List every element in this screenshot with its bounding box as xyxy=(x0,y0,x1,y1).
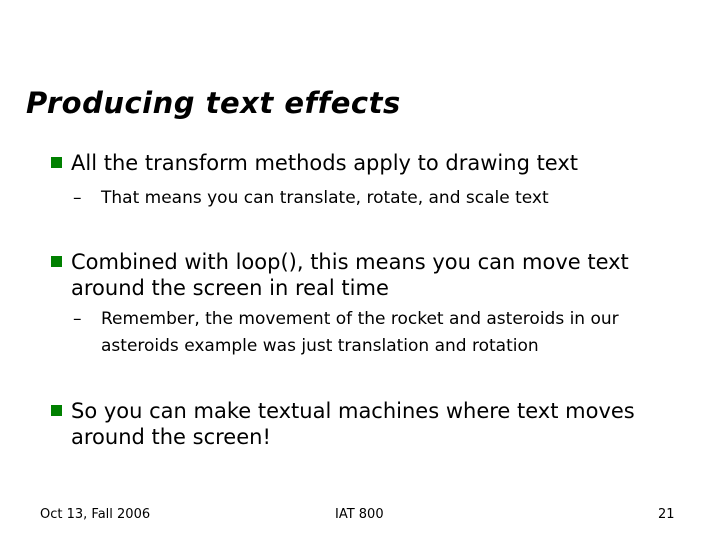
bullet-item-1 xyxy=(51,150,681,176)
bullet-text: All the transform methods apply to drawing text xyxy=(71,151,579,175)
slide-title: Producing text effects xyxy=(26,86,401,120)
bullet-item-3 xyxy=(51,398,671,450)
sub-bullet-text: That means you can translate, rotate, and scale text xyxy=(101,188,549,208)
green-square-bullet-icon xyxy=(51,157,62,168)
bullet-text: So you can make textual machines where text moves around the screen! xyxy=(71,399,635,449)
footer-date: Oct 13, Fall 2006 xyxy=(40,507,151,522)
green-square-bullet-icon xyxy=(51,405,62,416)
footer-course: IAT 800 xyxy=(335,507,384,522)
dash-icon: – xyxy=(73,188,82,208)
sub-bullet-1-1 xyxy=(73,185,701,212)
footer-page-number: 21 xyxy=(658,507,675,522)
green-square-bullet-icon xyxy=(51,256,62,267)
bullet-text: Combined with loop(), this means you can move text around the screen in real time xyxy=(71,250,629,300)
sub-bullet-text: Remember, the movement of the rocket and asteroids in our asteroids example was just translation and rotation xyxy=(101,309,619,356)
bullet-item-2 xyxy=(51,249,651,301)
sub-bullet-2-1 xyxy=(73,306,691,360)
dash-icon: – xyxy=(73,309,82,329)
